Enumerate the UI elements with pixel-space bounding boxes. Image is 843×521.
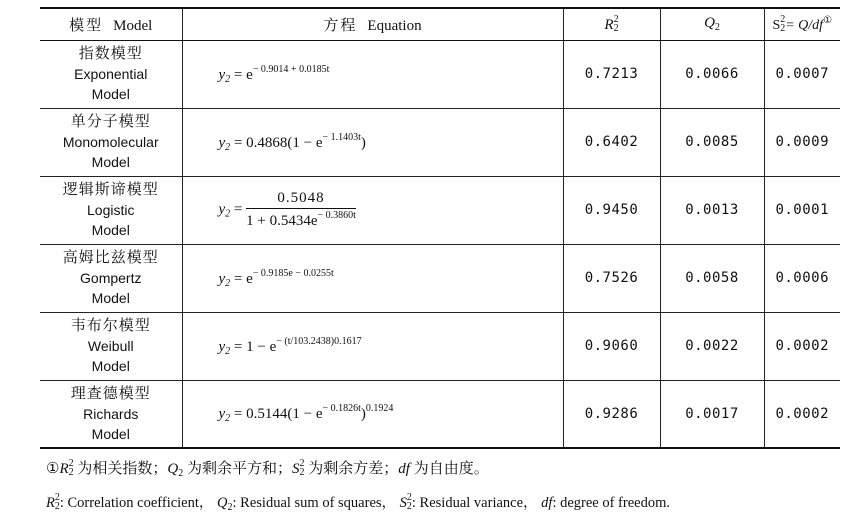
q2-value: 0.0085 bbox=[660, 108, 764, 176]
equation-cell: $y_2 = 0.4868(1 - e^{- 1.1403t})$ bbox=[182, 108, 563, 176]
footnote-chinese: ①R 2 2 为相关指数；$Q_2$ 为剩余平方和；S 2 2 为剩余方差；df 为自由度。 bbox=[46, 458, 489, 479]
model-comparison-table bbox=[40, 7, 840, 449]
q2-value: 0.0022 bbox=[660, 312, 764, 380]
table-row bbox=[40, 244, 840, 312]
header-q2: $Q_2$ bbox=[660, 8, 764, 40]
table-row bbox=[40, 40, 840, 108]
model-name-cell: 韦布尔模型 Weibull Model bbox=[40, 312, 182, 380]
model-name-cell: 逻辑斯谛模型 Logistic Model bbox=[40, 176, 182, 244]
equation-cell: $y_2 = e^{- 0.9014 + 0.0185t}$ bbox=[182, 40, 563, 108]
q2-value: 0.0017 bbox=[660, 380, 764, 448]
q2-value: 0.0066 bbox=[660, 40, 764, 108]
q2-value: 0.0058 bbox=[660, 244, 764, 312]
model-name-cell: 单分子模型 Monomolecular Model bbox=[40, 108, 182, 176]
r2-value: 0.9286 bbox=[563, 380, 660, 448]
s2-value: 0.0002 bbox=[764, 312, 840, 380]
r2-value: 0.6402 bbox=[563, 108, 660, 176]
table-row bbox=[40, 176, 840, 244]
header-row bbox=[40, 8, 840, 40]
equation-cell: $y_2 = 1 - e^{- (t/103.2438)0.1617}$ bbox=[182, 312, 563, 380]
table-row bbox=[40, 312, 840, 380]
model-name-cell: 高姆比兹模型 Gompertz Model bbox=[40, 244, 182, 312]
s2-value: 0.0001 bbox=[764, 176, 840, 244]
s2-value: 0.0009 bbox=[764, 108, 840, 176]
equation-cell: $y_2$ = $\frac{0.5048}{1 + 0.5434e^{- 0.3860t}}$ bbox=[182, 176, 563, 244]
model-name-cell: 理查德模型 Richards Model bbox=[40, 380, 182, 448]
s2-value: 0.0002 bbox=[764, 380, 840, 448]
s2-value: 0.0006 bbox=[764, 244, 840, 312]
equation-cell: $y_2 = e^{- 0.9185e - 0.0255t}$ bbox=[182, 244, 563, 312]
header-model: 模型 Model bbox=[40, 8, 182, 40]
s2-value: 0.0007 bbox=[764, 40, 840, 108]
r2-value: 0.7213 bbox=[563, 40, 660, 108]
q2-value: 0.0013 bbox=[660, 176, 764, 244]
header-s2: S 2 2 = Q/df① bbox=[764, 8, 840, 40]
table-row bbox=[40, 380, 840, 448]
r2-value: 0.9450 bbox=[563, 176, 660, 244]
r2-value: 0.9060 bbox=[563, 312, 660, 380]
r2-value: 0.7526 bbox=[563, 244, 660, 312]
table-row bbox=[40, 108, 840, 176]
model-name-cell: 指数模型 Exponential Model bbox=[40, 40, 182, 108]
fraction: $\frac{0.5048}{1 + 0.5434e^{- 0.3860t}}$ bbox=[246, 190, 356, 229]
footnote-english: R 2 2 : Correlation coefficient， $Q_2$: Residual sum of squares， S 2 2 : Residual variance， df: degree of freedom. bbox=[46, 492, 670, 513]
header-equation: 方程 Equation bbox=[182, 8, 563, 40]
equation-cell: $y_2 = 0.5144(1 - e^{- 0.1826t})^{0.1924}$ bbox=[182, 380, 563, 448]
header-r2: R 2 2 bbox=[563, 8, 660, 40]
